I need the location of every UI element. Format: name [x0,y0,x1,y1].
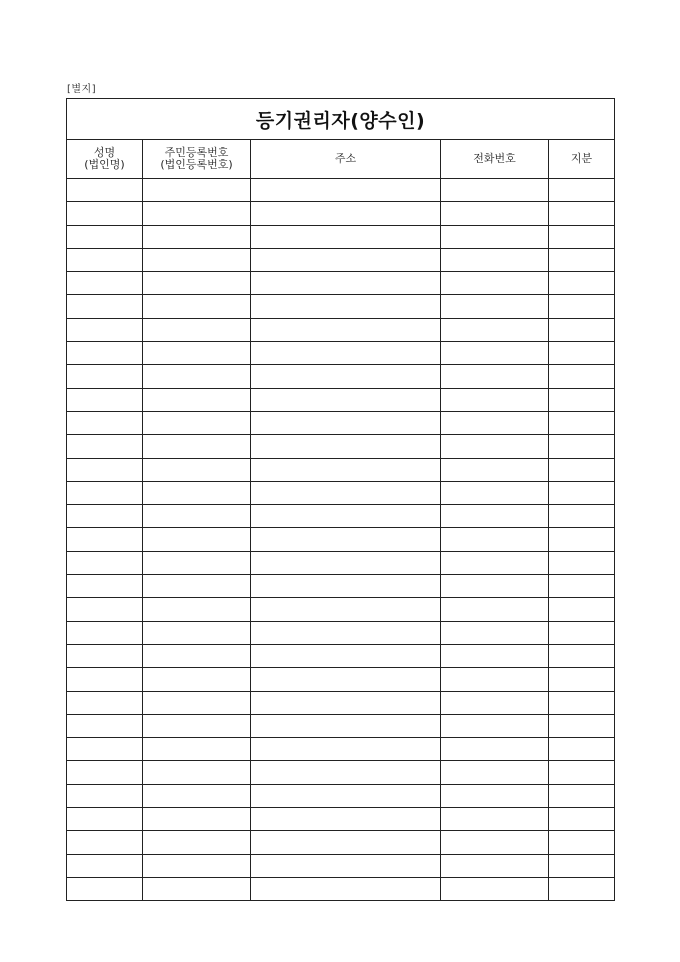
header-name [67,140,143,179]
cell-phone[interactable] [441,365,549,388]
cell-share[interactable] [549,668,615,691]
cell-address[interactable] [251,575,441,598]
cell-share[interactable] [549,551,615,574]
cell-share[interactable] [549,318,615,341]
cell-phone[interactable] [441,668,549,691]
table-row [67,854,615,877]
cell-phone[interactable] [441,179,549,202]
cell-share[interactable] [549,505,615,528]
cell-name[interactable] [67,598,143,621]
cell-address[interactable] [251,761,441,784]
cell-name[interactable] [67,854,143,877]
header-phone [441,140,549,179]
cell-name[interactable] [67,318,143,341]
cell-address[interactable] [251,621,441,644]
table-row [67,365,615,388]
header-row [67,140,615,179]
grantee-table [66,98,615,901]
cell-address[interactable] [251,272,441,295]
table-row [67,458,615,481]
cell-share[interactable] [549,714,615,737]
cell-address[interactable] [251,505,441,528]
attachment-label: [별지] [67,84,97,95]
table-row [67,225,615,248]
header-address [251,140,441,179]
table-row [67,598,615,621]
cell-share[interactable] [549,808,615,831]
cell-phone[interactable] [441,831,549,854]
cell-share[interactable] [549,202,615,225]
table-row [67,179,615,202]
header-registration-number [143,140,251,179]
cell-address[interactable] [251,179,441,202]
cell-address[interactable] [251,691,441,714]
cell-address[interactable] [251,248,441,271]
cell-name[interactable] [67,551,143,574]
cell-share[interactable] [549,691,615,714]
cell-address[interactable] [251,318,441,341]
cell-share[interactable] [549,598,615,621]
table-row [67,295,615,318]
cell-registration-number[interactable] [143,575,251,598]
cell-phone[interactable] [441,714,549,737]
cell-registration-number[interactable] [143,668,251,691]
cell-phone[interactable] [441,691,549,714]
cell-address[interactable] [251,854,441,877]
cell-name[interactable] [67,248,143,271]
table-row [67,272,615,295]
cell-registration-number[interactable] [143,481,251,504]
cell-share[interactable] [549,761,615,784]
cell-name[interactable] [67,411,143,434]
cell-share[interactable] [549,784,615,807]
cell-registration-number[interactable] [143,202,251,225]
cell-address[interactable] [251,831,441,854]
table-row [67,528,615,551]
cell-name[interactable] [67,877,143,900]
header-phone-label: 전화번호 [473,152,516,165]
cell-phone[interactable] [441,388,549,411]
cell-registration-number[interactable] [143,272,251,295]
cell-share[interactable] [549,435,615,458]
table-row [67,551,615,574]
cell-share[interactable] [549,295,615,318]
cell-share[interactable] [549,411,615,434]
cell-registration-number[interactable] [143,854,251,877]
cell-name[interactable] [67,784,143,807]
cell-registration-number[interactable] [143,714,251,737]
header-name-line1: 성명 [93,146,116,159]
table-row [67,202,615,225]
cell-share[interactable] [549,179,615,202]
header-name-line2: (법인명) [84,158,125,171]
cell-phone[interactable] [441,342,549,365]
table-row [67,784,615,807]
table-row [67,831,615,854]
table-row [67,248,615,271]
cell-address[interactable] [251,458,441,481]
cell-share[interactable] [549,388,615,411]
cell-share[interactable] [549,877,615,900]
cell-address[interactable] [251,388,441,411]
cell-share[interactable] [549,225,615,248]
cell-name[interactable] [67,295,143,318]
cell-share[interactable] [549,831,615,854]
cell-name[interactable] [67,272,143,295]
cell-registration-number[interactable] [143,691,251,714]
cell-share[interactable] [549,738,615,761]
cell-registration-number[interactable] [143,621,251,644]
cell-registration-number[interactable] [143,295,251,318]
cell-phone[interactable] [441,854,549,877]
cell-share[interactable] [549,365,615,388]
cell-phone[interactable] [441,877,549,900]
cell-address[interactable] [251,668,441,691]
cell-phone[interactable] [441,784,549,807]
cell-phone[interactable] [441,505,549,528]
cell-share[interactable] [549,272,615,295]
table-row [67,388,615,411]
cell-phone[interactable] [441,551,549,574]
table-row [67,505,615,528]
cell-registration-number[interactable] [143,318,251,341]
cell-phone[interactable] [441,621,549,644]
cell-phone[interactable] [441,808,549,831]
cell-phone[interactable] [441,761,549,784]
cell-registration-number[interactable] [143,644,251,667]
cell-registration-number[interactable] [143,551,251,574]
cell-address[interactable] [251,738,441,761]
cell-registration-number[interactable] [143,342,251,365]
cell-registration-number[interactable] [143,458,251,481]
cell-name[interactable] [67,668,143,691]
cell-share[interactable] [549,481,615,504]
table-row [67,621,615,644]
table-row [67,691,615,714]
table-row [67,644,615,667]
cell-address[interactable] [251,225,441,248]
cell-name[interactable] [67,202,143,225]
cell-registration-number[interactable] [143,738,251,761]
cell-registration-number[interactable] [143,435,251,458]
cell-address[interactable] [251,295,441,318]
cell-name[interactable] [67,714,143,737]
table-row [67,808,615,831]
cell-registration-number[interactable] [143,248,251,271]
cell-address[interactable] [251,411,441,434]
table-row [67,342,615,365]
cell-name[interactable] [67,388,143,411]
table-row [67,761,615,784]
header-address-label: 주소 [334,152,357,165]
table-row [67,481,615,504]
cell-phone[interactable] [441,272,549,295]
cell-phone[interactable] [441,738,549,761]
cell-address[interactable] [251,481,441,504]
header-share-label: 지분 [570,152,593,165]
cell-name[interactable] [67,575,143,598]
cell-phone[interactable] [441,202,549,225]
cell-name[interactable] [67,528,143,551]
cell-address[interactable] [251,202,441,225]
header-share [549,140,615,179]
header-registration-line1: 주민등록번호 [164,146,229,159]
cell-share[interactable] [549,248,615,271]
cell-registration-number[interactable] [143,225,251,248]
cell-phone[interactable] [441,481,549,504]
cell-address[interactable] [251,342,441,365]
cell-name[interactable] [67,644,143,667]
cell-phone[interactable] [441,528,549,551]
cell-registration-number[interactable] [143,528,251,551]
cell-address[interactable] [251,365,441,388]
cell-name[interactable] [67,179,143,202]
cell-registration-number[interactable] [143,784,251,807]
table-row [67,435,615,458]
cell-registration-number[interactable] [143,388,251,411]
cell-registration-number[interactable] [143,365,251,388]
cell-address[interactable] [251,528,441,551]
cell-phone[interactable] [441,411,549,434]
cell-address[interactable] [251,435,441,458]
cell-registration-number[interactable] [143,761,251,784]
cell-address[interactable] [251,714,441,737]
table-row [67,668,615,691]
form-title: 등기권리자(양수인) [67,99,615,140]
table-row [67,411,615,434]
cell-address[interactable] [251,598,441,621]
cell-name[interactable] [67,738,143,761]
cell-address[interactable] [251,808,441,831]
cell-name[interactable] [67,435,143,458]
header-registration-line2: (법인등록번호) [160,158,233,171]
cell-phone[interactable] [441,458,549,481]
cell-share[interactable] [549,575,615,598]
cell-share[interactable] [549,342,615,365]
cell-phone[interactable] [441,598,549,621]
cell-name[interactable] [67,831,143,854]
table-row [67,318,615,341]
cell-address[interactable] [251,551,441,574]
cell-name[interactable] [67,365,143,388]
cell-address[interactable] [251,644,441,667]
cell-name[interactable] [67,691,143,714]
cell-name[interactable] [67,481,143,504]
cell-phone[interactable] [441,644,549,667]
cell-name[interactable] [67,621,143,644]
cell-name[interactable] [67,808,143,831]
cell-share[interactable] [549,644,615,667]
cell-name[interactable] [67,505,143,528]
cell-registration-number[interactable] [143,831,251,854]
cell-phone[interactable] [441,225,549,248]
cell-address[interactable] [251,877,441,900]
cell-share[interactable] [549,528,615,551]
cell-share[interactable] [549,854,615,877]
cell-registration-number[interactable] [143,505,251,528]
cell-registration-number[interactable] [143,808,251,831]
cell-name[interactable] [67,458,143,481]
cell-phone[interactable] [441,435,549,458]
cell-name[interactable] [67,761,143,784]
cell-phone[interactable] [441,575,549,598]
cell-phone[interactable] [441,248,549,271]
table-row [67,877,615,900]
table-row [67,738,615,761]
cell-name[interactable] [67,342,143,365]
table-row [67,714,615,737]
cell-name[interactable] [67,225,143,248]
cell-registration-number[interactable] [143,877,251,900]
cell-registration-number[interactable] [143,179,251,202]
cell-address[interactable] [251,784,441,807]
cell-phone[interactable] [441,295,549,318]
cell-share[interactable] [549,458,615,481]
cell-share[interactable] [549,621,615,644]
cell-registration-number[interactable] [143,411,251,434]
cell-registration-number[interactable] [143,598,251,621]
cell-phone[interactable] [441,318,549,341]
table-row [67,575,615,598]
